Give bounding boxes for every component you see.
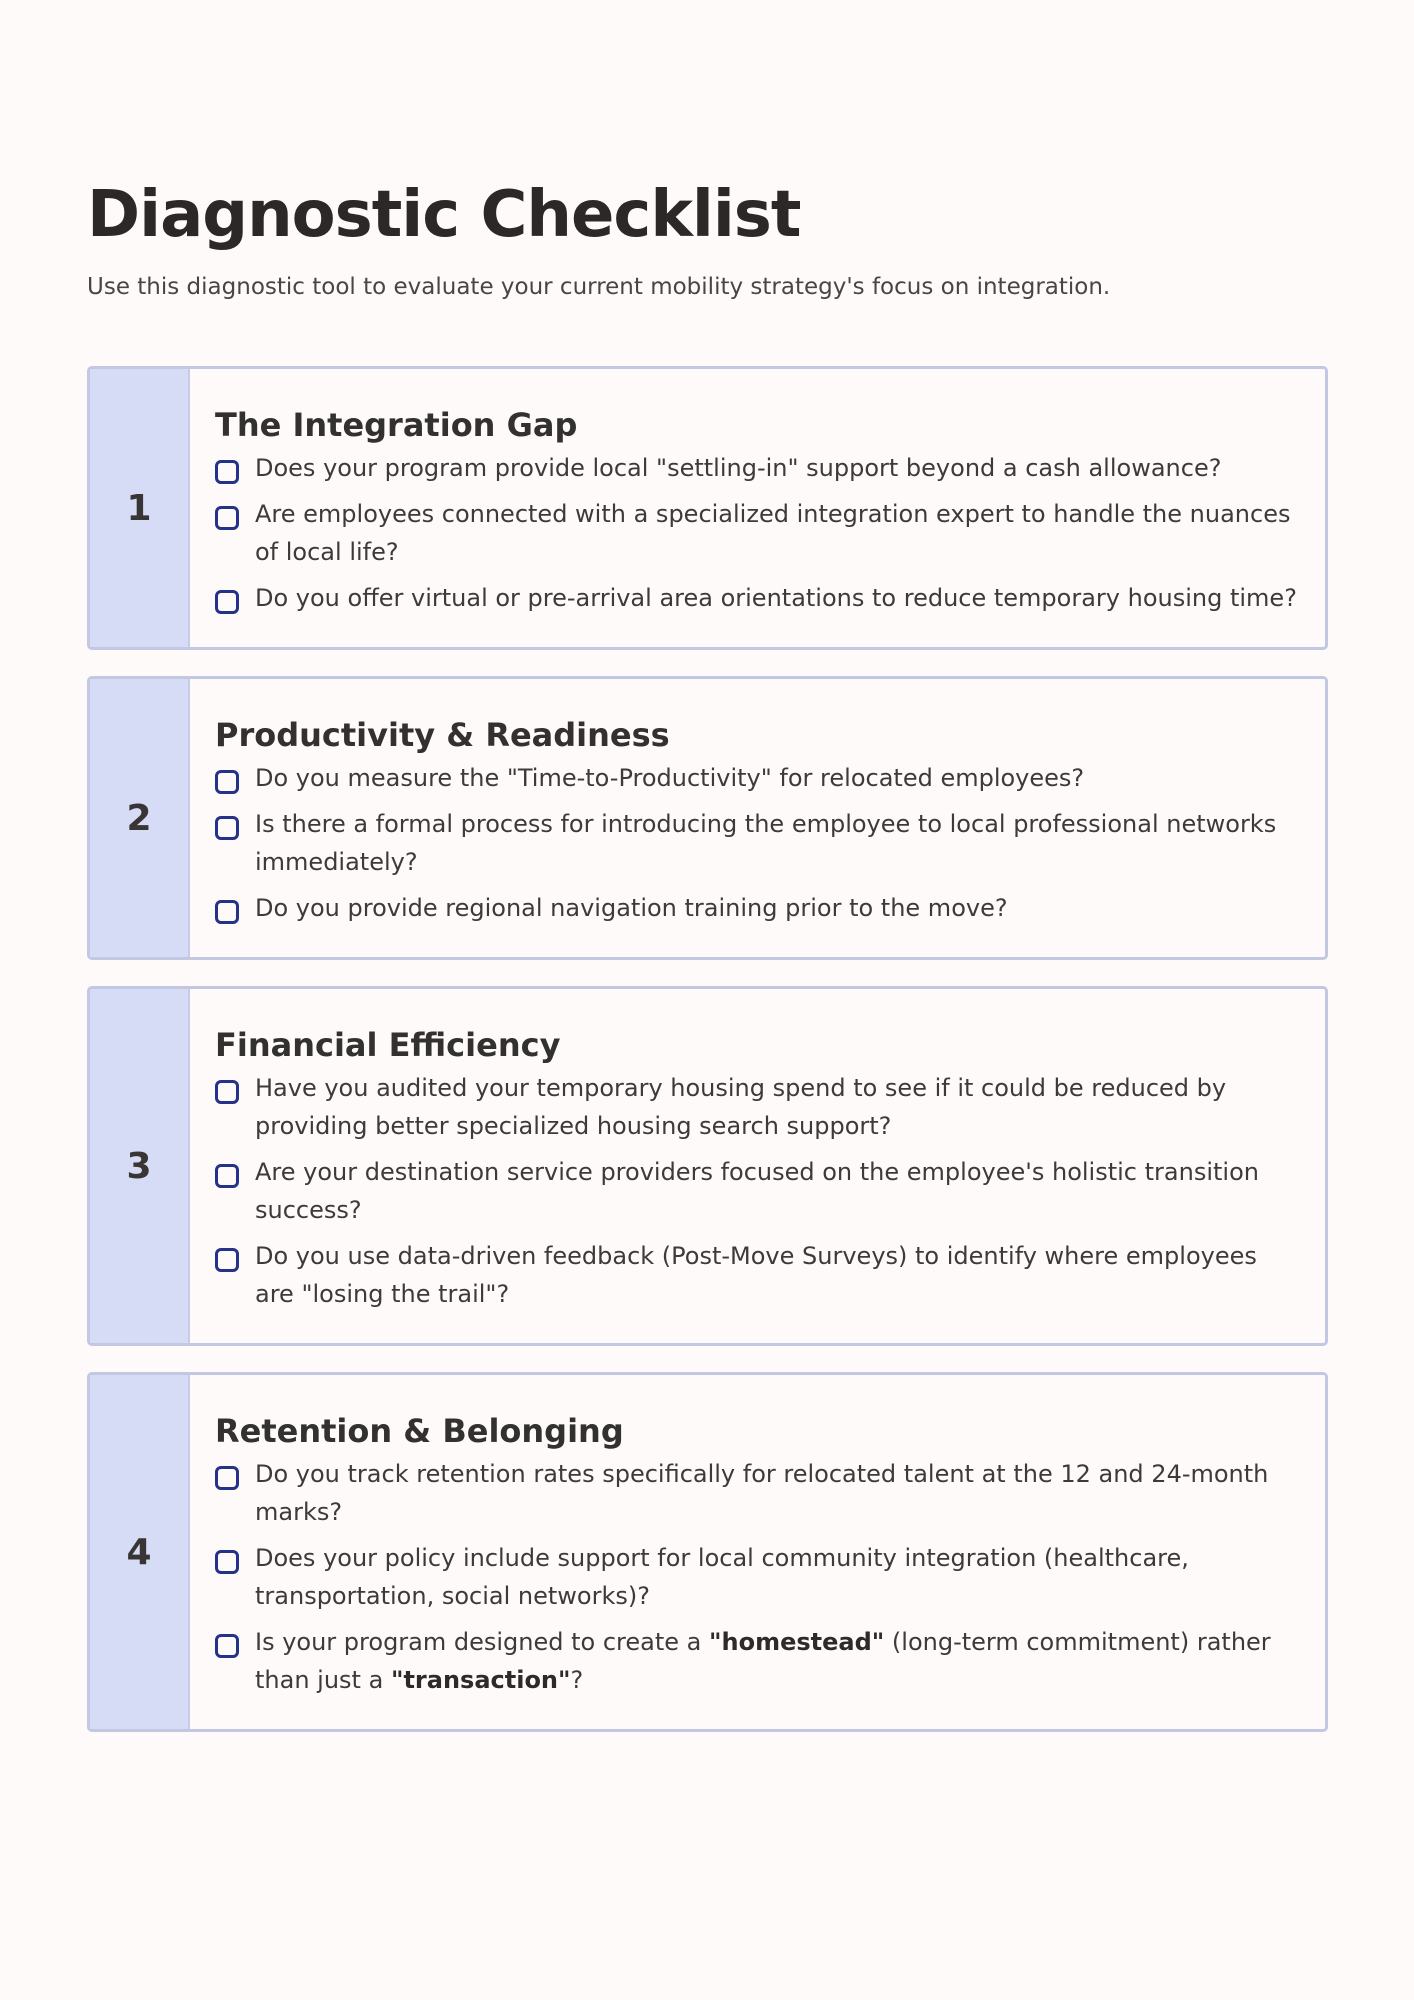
section-heading: Productivity & Readiness — [215, 716, 670, 754]
section-number: 2 — [126, 797, 152, 839]
checkbox[interactable] — [215, 1164, 239, 1188]
checklist-item-text: Are your destination service providers focused on the employee's holistic transition success? — [255, 1158, 1259, 1224]
checkbox[interactable] — [215, 816, 239, 840]
checklist-item-text: Does your program provide local "settling-in" support beyond a cash allowance? — [255, 454, 1222, 482]
checklist-item — [215, 759, 1301, 797]
checklist-item — [215, 495, 1301, 571]
page-title: Diagnostic Checklist — [87, 178, 801, 252]
section-card-4 — [87, 1372, 1328, 1732]
checklist-item-text: Do you provide regional navigation training prior to the move? — [255, 894, 1008, 922]
checklist-item — [215, 449, 1301, 487]
section-body — [190, 369, 1325, 647]
section-number: 3 — [126, 1145, 152, 1187]
checkbox[interactable] — [215, 1550, 239, 1574]
section-number-column — [90, 369, 190, 647]
checklist-item — [215, 1539, 1301, 1615]
section-card-2 — [87, 676, 1328, 960]
checkbox[interactable] — [215, 1248, 239, 1272]
checkbox[interactable] — [215, 1466, 239, 1490]
page-subtitle: Use this diagnostic tool to evaluate your current mobility strategy's focus on integration. — [87, 274, 1111, 300]
item-text-part: (long-term commitment) rather than just a — [255, 1628, 1271, 1694]
checklist-item — [215, 579, 1301, 617]
checklist-sections — [87, 366, 1328, 1732]
checklist-item-text: Do you offer virtual or pre-arrival area orientations to reduce temporary housing time? — [255, 584, 1297, 612]
checkbox[interactable] — [215, 1080, 239, 1104]
item-text-part: Is your program designed to create a — [255, 1628, 709, 1656]
checkbox[interactable] — [215, 1634, 239, 1658]
section-number: 4 — [126, 1531, 152, 1573]
checkbox[interactable] — [215, 590, 239, 614]
checklist-item — [215, 889, 1301, 927]
section-heading: The Integration Gap — [215, 406, 578, 444]
emphasis-homestead: "homestead" — [709, 1628, 885, 1656]
checkbox[interactable] — [215, 900, 239, 924]
checklist-item-text: Do you measure the "Time-to-Productivity" for relocated employees? — [255, 764, 1085, 792]
section-number: 1 — [126, 487, 152, 529]
checklist-item-text — [255, 1623, 1301, 1699]
checklist-item — [215, 1455, 1301, 1531]
checkbox[interactable] — [215, 506, 239, 530]
checkbox[interactable] — [215, 770, 239, 794]
checklist-item — [215, 1623, 1301, 1699]
item-text-part: ? — [570, 1666, 584, 1694]
checklist-item-text: Is there a formal process for introducing the employee to local professional networks immediately? — [255, 810, 1277, 876]
checklist-item — [215, 1237, 1301, 1313]
checklist-item — [215, 1069, 1301, 1145]
checklist-item-text: Does your policy include support for local community integration (healthcare, transportation, social networks)? — [255, 1544, 1189, 1610]
section-body — [190, 989, 1325, 1343]
checklist-item-text: Have you audited your temporary housing spend to see if it could be reduced by providing better specialized housing search support? — [255, 1074, 1227, 1140]
section-number-column — [90, 1375, 190, 1729]
section-number-column — [90, 989, 190, 1343]
section-card-3 — [87, 986, 1328, 1346]
section-number-column — [90, 679, 190, 957]
checklist-item-text: Do you use data-driven feedback (Post-Move Surveys) to identify where employees are "losing the trail"? — [255, 1242, 1257, 1308]
checklist-item-text: Are employees connected with a specialized integration expert to handle the nuances of local life? — [255, 500, 1291, 566]
checklist-item — [215, 1153, 1301, 1229]
checklist-item — [215, 805, 1301, 881]
section-card-1 — [87, 366, 1328, 650]
checklist-item-text: Do you track retention rates specifically for relocated talent at the 12 and 24-month marks? — [255, 1460, 1269, 1526]
section-heading: Financial Efficiency — [215, 1026, 561, 1064]
section-heading: Retention & Belonging — [215, 1412, 624, 1450]
section-body — [190, 1375, 1325, 1729]
emphasis-transaction: "transaction" — [390, 1666, 571, 1694]
checkbox[interactable] — [215, 460, 239, 484]
section-body — [190, 679, 1325, 957]
